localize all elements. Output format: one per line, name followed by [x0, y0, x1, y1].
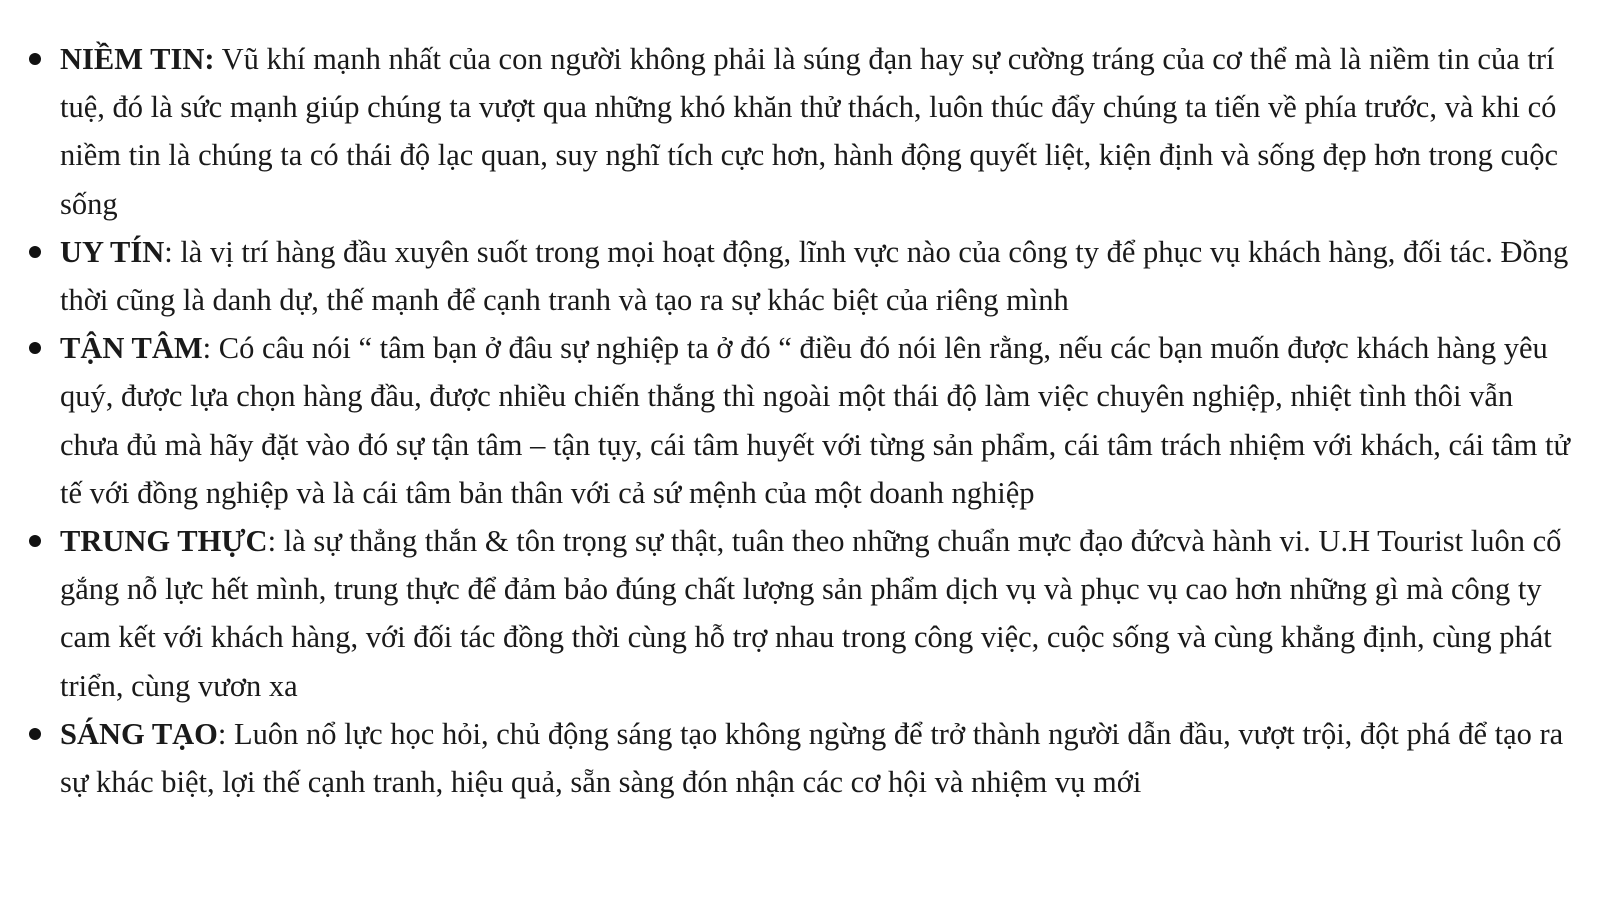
value-description: : Có câu nói “ tâm bạn ở đâu sự nghiệp ta ở đó “ điều đó nói lên rằng, nếu các bạn muốn được khách hàng yêu quý, được lựa chọn hàng đầu, được nhiều chiến thắng thì ngoài một thái độ làm việc chuyên nghiệp, nhiệt tình thôi vẫn chưa đủ mà hãy đặt vào đó sự tận tâm – tận tụy, cái tâm huyết với từng sản phẩm, cái tâm trách nhiệm với khách, cái tâm tử tế với đồng nghiệp và là cái tâm bản thân với cả sứ mệnh của một doanh nghiệp: [60, 331, 1570, 510]
value-item-sang-tao: [60, 710, 1572, 806]
value-description: Vũ khí mạnh nhất của con người không phải là súng đạn hay sự cường tráng của cơ thể mà là niềm tin của trí tuệ, đó là sức mạnh giúp chúng ta vượt qua những khó khăn thử thách, luôn thúc đẩy chúng ta tiến về phía trước, và khi có niềm tin là chúng ta có thái độ lạc quan, suy nghĩ tích cực hơn, hành động quyết liệt, kiện định và sống đẹp hơn trong cuộc sống: [60, 42, 1559, 221]
value-description: : Luôn nổ lực học hỏi, chủ động sáng tạo không ngừng để trở thành người dẫn đầu, vượt trội, đột phá để tạo ra sự khác biệt, lợi thế cạnh tranh, hiệu quả, sẵn sàng đón nhận các cơ hội và nhiệm vụ mới: [60, 716, 1564, 800]
bullet-icon: [29, 342, 41, 354]
bullet-icon: [29, 246, 41, 258]
bullet-icon: [29, 535, 41, 547]
bullet-icon: [29, 728, 41, 740]
value-item-trung-thuc: [60, 517, 1572, 710]
value-item-uy-tin: [60, 228, 1572, 324]
value-description: : là sự thẳng thắn & tôn trọng sự thật, tuân theo những chuẩn mực đạo đứcvà hành vi. U.H Tourist luôn cố gắng nỗ lực hết mình, trung thực để đảm bảo đúng chất lượng sản phẩm dịch vụ và phục vụ cao hơn những gì mà công ty cam kết với khách hàng, với đối tác đồng thời cùng hỗ trợ nhau trong công việc, cuộc sống và cùng khẳng định, cùng phát triển, cùng vươn xa: [60, 524, 1562, 703]
core-values-list: [60, 35, 1572, 806]
value-term: TẬN TÂM: [60, 331, 203, 366]
value-term: SÁNG TẠO: [60, 716, 218, 751]
value-term: UY TÍN: [60, 234, 165, 269]
bullet-icon: [29, 53, 41, 65]
value-item-tan-tam: [60, 324, 1572, 517]
value-item-niem-tin: [60, 35, 1572, 228]
value-term: NIỀM TIN:: [60, 42, 215, 76]
value-description: : là vị trí hàng đầu xuyên suốt trong mọi hoạt động, lĩnh vực nào của công ty để phục vụ khách hàng, đối tác. Đồng thời cũng là danh dự, thế mạnh để cạnh tranh và tạo ra sự khác biệt của riêng mình: [60, 234, 1569, 318]
value-term: TRUNG THỰC: [60, 524, 268, 559]
